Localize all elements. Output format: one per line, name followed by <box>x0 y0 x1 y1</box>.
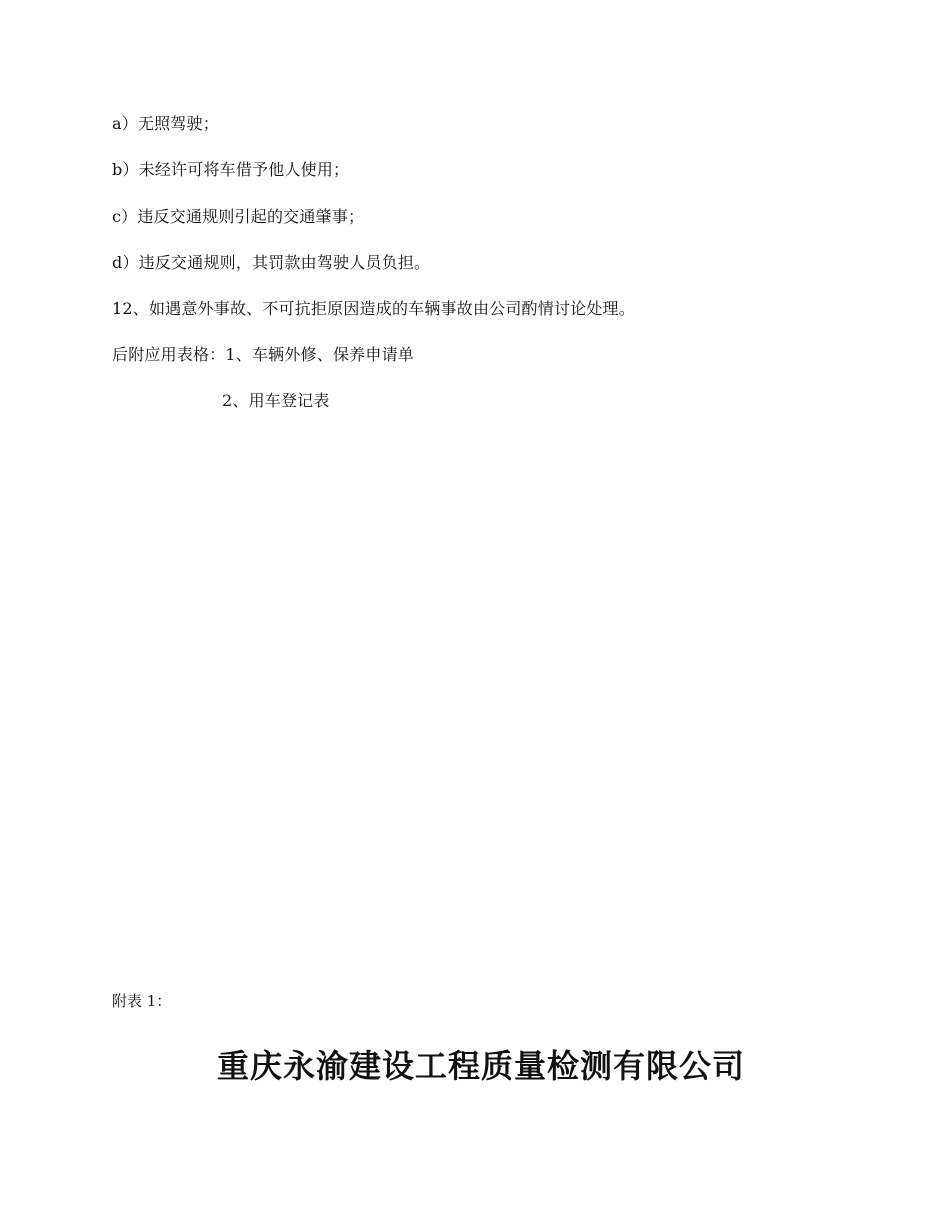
appendix-label: 附表 1： <box>112 992 172 1010</box>
rule-item-c: c）违反交通规则引起的交通肇事； <box>112 207 365 226</box>
rule-item-d: d）违反交通规则，其罚款由驾驶人员负担。 <box>112 253 431 272</box>
rule-item-a: a）无照驾驶； <box>112 114 219 133</box>
rule-item-b: b）未经许可将车借予他人使用； <box>112 160 350 179</box>
company-title: 重庆永渝建设工程质量检测有限公司 <box>216 1047 745 1085</box>
rule-item-12: 12、如遇意外事故、不可抗拒原因造成的车辆事故由公司酌情讨论处理。 <box>112 299 635 318</box>
attached-forms-line-2: 2、用车登记表 <box>222 391 330 410</box>
attached-forms-line: 后附应用表格：1、车辆外修、保养申请单 <box>112 345 414 364</box>
